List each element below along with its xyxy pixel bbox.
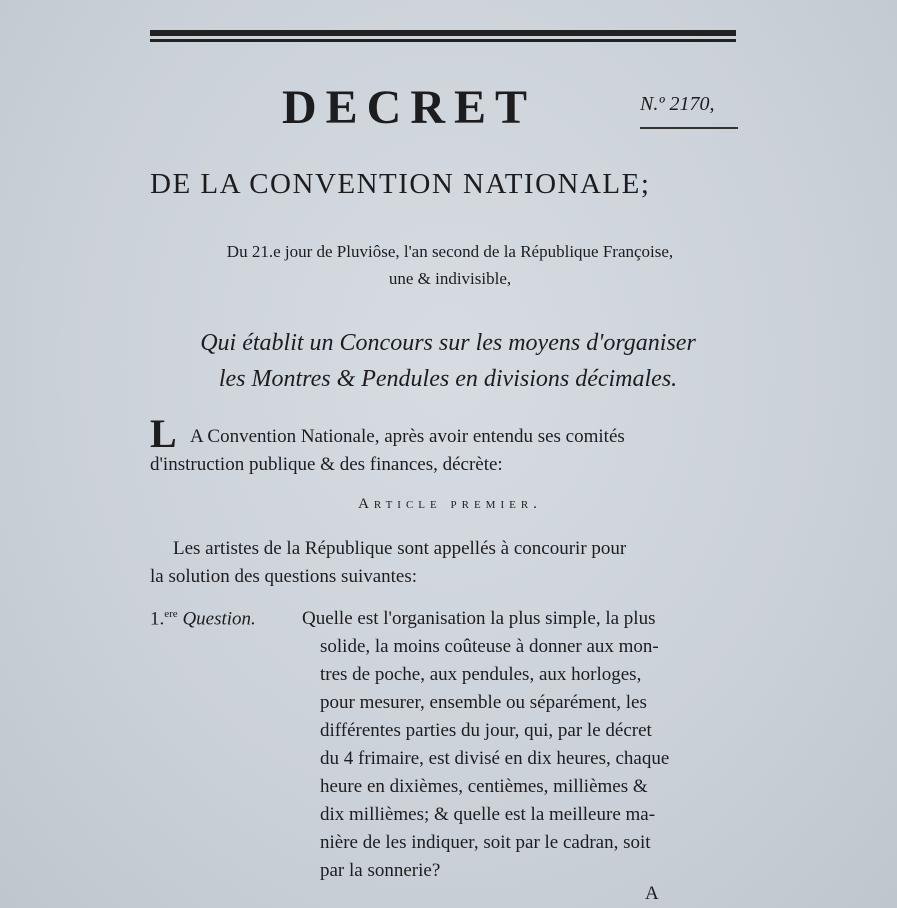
thin-rule bbox=[150, 39, 736, 42]
intro-text-continued: d'instruction publique & des finances, décrète: bbox=[150, 454, 503, 475]
document-title: DECRET bbox=[282, 81, 537, 134]
article-text: Les artistes de la République sont appellés à concourir pour bbox=[173, 538, 627, 559]
drop-cap: L bbox=[150, 411, 177, 456]
question-line: heure en dixièmes, centièmes, millièmes & bbox=[320, 776, 648, 797]
question-line: tres de poche, aux pendules, aux horloges, bbox=[320, 664, 642, 685]
thick-rule bbox=[150, 30, 736, 36]
question-line: par la sonnerie? bbox=[320, 860, 441, 881]
question-line: pour mesurer, ensemble ou séparément, les bbox=[320, 692, 647, 713]
catchword: A bbox=[645, 883, 659, 904]
document-subtitle: DE LA CONVENTION NATIONALE; bbox=[150, 168, 651, 200]
question-superscript: ere bbox=[164, 608, 178, 620]
decree-number: N.º 2170, bbox=[640, 93, 715, 115]
article-heading: Article premier. bbox=[358, 496, 542, 512]
question-line: Quelle est l'organisation la plus simple, la plus bbox=[302, 608, 656, 629]
question-line: du 4 frimaire, est divisé en dix heures, chaque bbox=[320, 748, 670, 769]
decree-heading-continued: les Montres & Pendules en divisions décimales. bbox=[218, 366, 678, 392]
decree-heading: Qui établit un Concours sur les moyens d'organiser bbox=[200, 330, 696, 356]
article-text-continued: la solution des questions suivantes: bbox=[150, 566, 418, 587]
top-double-rule bbox=[150, 30, 736, 44]
question-word: Question. bbox=[182, 608, 256, 630]
question-number: 1. bbox=[150, 608, 165, 630]
intro-text: A Convention Nationale, après avoir entendu ses comités bbox=[190, 426, 625, 447]
decree-number-rule bbox=[640, 127, 738, 129]
question-line: dix millièmes; & quelle est la meilleure ma- bbox=[320, 804, 656, 825]
date-line: Du 21.e jour de Pluviôse, l'an second de la République Françoise, bbox=[226, 242, 674, 261]
question-line: solide, la moins coûteuse à donner aux mon- bbox=[320, 636, 659, 657]
date-line-continued: une & indivisible, bbox=[388, 269, 512, 288]
question-line: différentes parties du jour, qui, par le décret bbox=[320, 720, 652, 741]
question-label bbox=[150, 608, 256, 630]
question-line: nière de les indiquer, soit par le cadran, soit bbox=[320, 832, 651, 853]
